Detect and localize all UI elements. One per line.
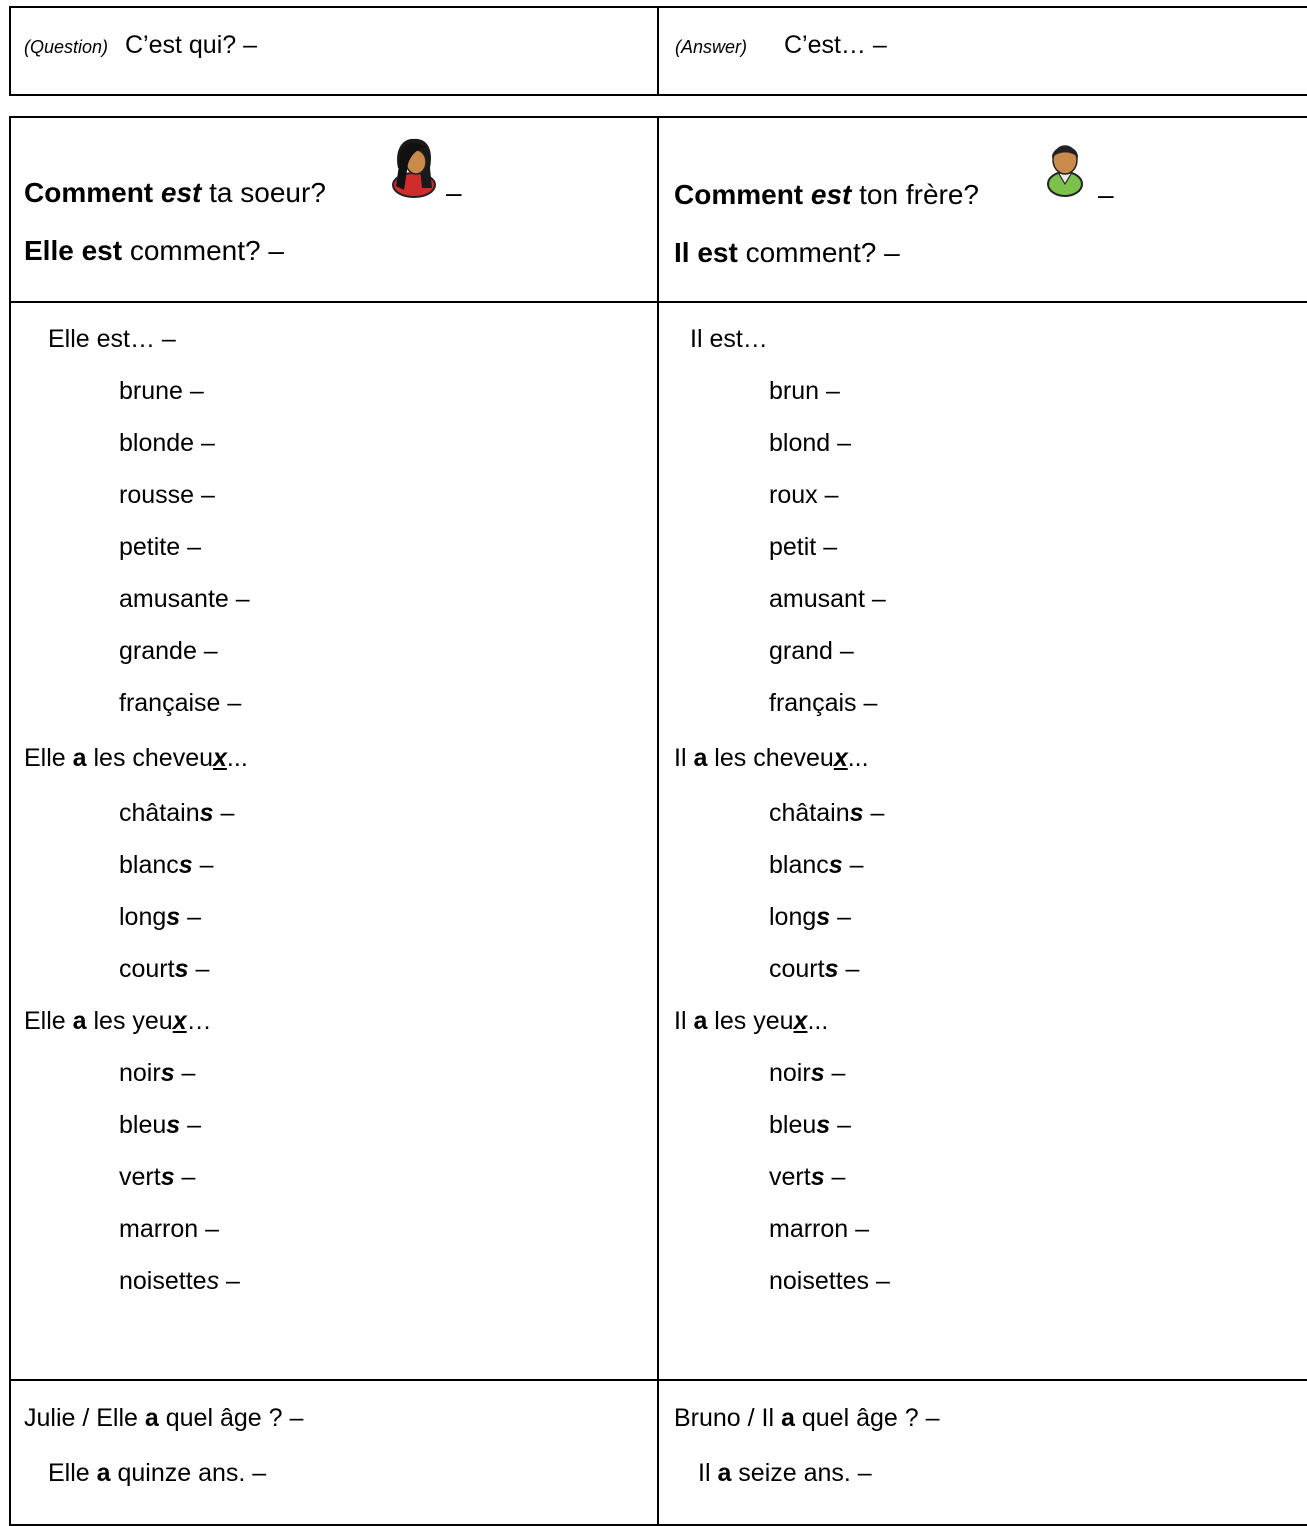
brother-question-2: Il est comment? – <box>674 237 900 268</box>
brother-age-answer: Il a seize ans. – <box>698 1459 872 1487</box>
brother-eyes-3: marron – <box>769 1215 870 1243</box>
question-text: C’est qui? – <box>125 31 258 59</box>
sister-adj-6: française – <box>119 689 242 717</box>
sister-adj-1: blonde – <box>119 429 215 457</box>
sister-adj-0: brune – <box>119 377 204 405</box>
sister-intro: Elle est… – <box>48 325 176 353</box>
brother-eyes-2: verts – <box>769 1163 846 1191</box>
brother-adj-0: brun – <box>769 377 840 405</box>
brother-adj-4: amusant – <box>769 585 886 613</box>
brother-eyes-1: bleus – <box>769 1111 852 1139</box>
brother-age-question: Bruno / Il a quel âge ? – <box>674 1404 940 1432</box>
top-divider <box>657 6 659 96</box>
brother-adj-3: petit – <box>769 533 838 561</box>
sister-adj-2: rousse – <box>119 481 215 509</box>
sister-eyes-1: bleus – <box>119 1111 202 1139</box>
header-row-divider <box>9 301 1307 303</box>
sister-adj-3: petite – <box>119 533 202 561</box>
brother-hair-0: châtains – <box>769 799 885 827</box>
sister-eyes-2: verts – <box>119 1163 196 1191</box>
brother-intro: Il est… <box>690 325 768 353</box>
boy-avatar-icon <box>1045 138 1085 198</box>
brother-question-1: Comment est ton frère? <box>674 179 980 210</box>
brother-hair-3: courts – <box>769 955 860 983</box>
answer-text: C’est… – <box>783 31 887 59</box>
brother-eyes-line: Il a les yeux... <box>674 1007 829 1035</box>
sister-hair-3: courts – <box>119 955 210 983</box>
brother-hair-2: longs – <box>769 903 852 931</box>
sister-eyes-3: marron – <box>119 1215 220 1243</box>
sister-eyes-0: noirs – <box>119 1059 196 1087</box>
question-line <box>24 30 257 62</box>
brother-adj-5: grand – <box>769 637 854 665</box>
question-label: (Question) <box>24 37 109 57</box>
sister-adj-5: grande – <box>119 637 218 665</box>
table-divider <box>657 116 659 1526</box>
sister-age-question: Julie / Elle a quel âge ? – <box>24 1404 304 1432</box>
sister-hair-2: longs – <box>119 903 202 931</box>
sister-question-2: Elle est comment? – <box>24 235 284 266</box>
sister-hair-1: blancs – <box>119 851 214 879</box>
brother-dash: – <box>1098 179 1114 210</box>
sister-hair-line: Elle a les cheveux... <box>24 744 248 772</box>
sister-adj-4: amusante – <box>119 585 250 613</box>
sister-hair-0: châtains – <box>119 799 235 827</box>
brother-adj-1: blond – <box>769 429 852 457</box>
brother-hair-1: blancs – <box>769 851 864 879</box>
sister-eyes-line: Elle a les yeux… <box>24 1007 212 1035</box>
brother-adj-2: roux – <box>769 481 839 509</box>
age-row-divider <box>9 1379 1307 1381</box>
answer-label: (Answer) <box>675 37 748 57</box>
sister-dash: – <box>446 177 462 208</box>
brother-adj-6: français – <box>769 689 878 717</box>
brother-eyes-0: noirs – <box>769 1059 846 1087</box>
girl-avatar-icon <box>390 138 438 198</box>
brother-eyes-4: noisettes – <box>769 1267 890 1295</box>
answer-line <box>675 30 887 62</box>
sister-question-1: Comment est ta soeur? <box>24 177 326 208</box>
sister-age-answer: Elle a quinze ans. – <box>48 1459 267 1487</box>
brother-hair-line: Il a les cheveux... <box>674 744 869 772</box>
sister-eyes-4: noisettes – <box>119 1267 240 1295</box>
